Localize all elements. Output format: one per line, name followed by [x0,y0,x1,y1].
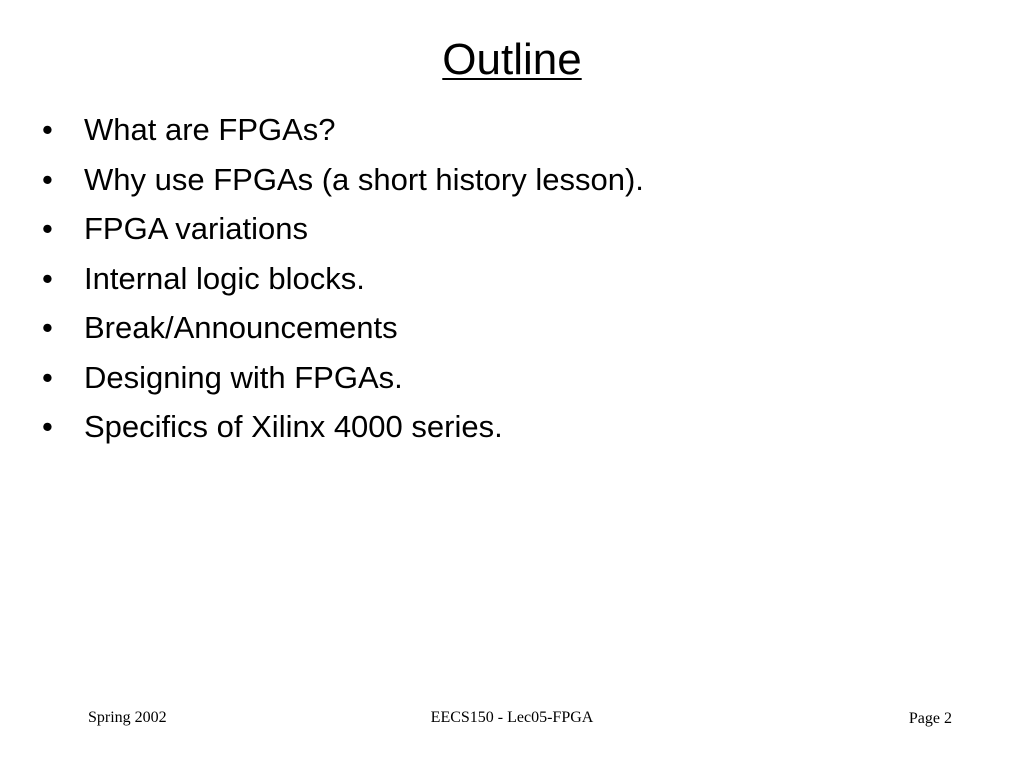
bullet-text: Why use FPGAs (a short history lesson). [84,161,644,197]
bullet-icon: • [42,409,53,444]
bullet-icon: • [42,260,53,296]
bullet-icon: • [42,161,53,197]
list-item [42,109,644,159]
footer-date: Spring 2002 [88,709,167,726]
list-item [42,159,644,209]
bullet-text: Designing with FPGAs. [84,359,403,395]
bullet-text: Internal logic blocks. [84,260,365,296]
bullet-text: Specifics of Xilinx 4000 series. [84,409,503,444]
bullet-icon: • [42,112,53,147]
bullet-icon: • [42,211,53,246]
bullet-text: What are FPGAs? [84,112,336,147]
list-item [42,357,644,407]
list-item [42,208,644,258]
bullet-list [42,109,644,456]
footer-page-number: Page 2 [908,710,952,727]
bullet-icon: • [42,359,53,395]
list-item [42,307,644,357]
list-item [42,258,644,308]
list-item [42,406,644,456]
bullet-icon: • [42,310,53,345]
bullet-text: FPGA variations [84,211,308,246]
slide-title: Outline [442,35,582,84]
footer-course: EECS150 - Lec05-FPGA [430,709,594,726]
bullet-text: Break/Announcements [84,310,398,345]
